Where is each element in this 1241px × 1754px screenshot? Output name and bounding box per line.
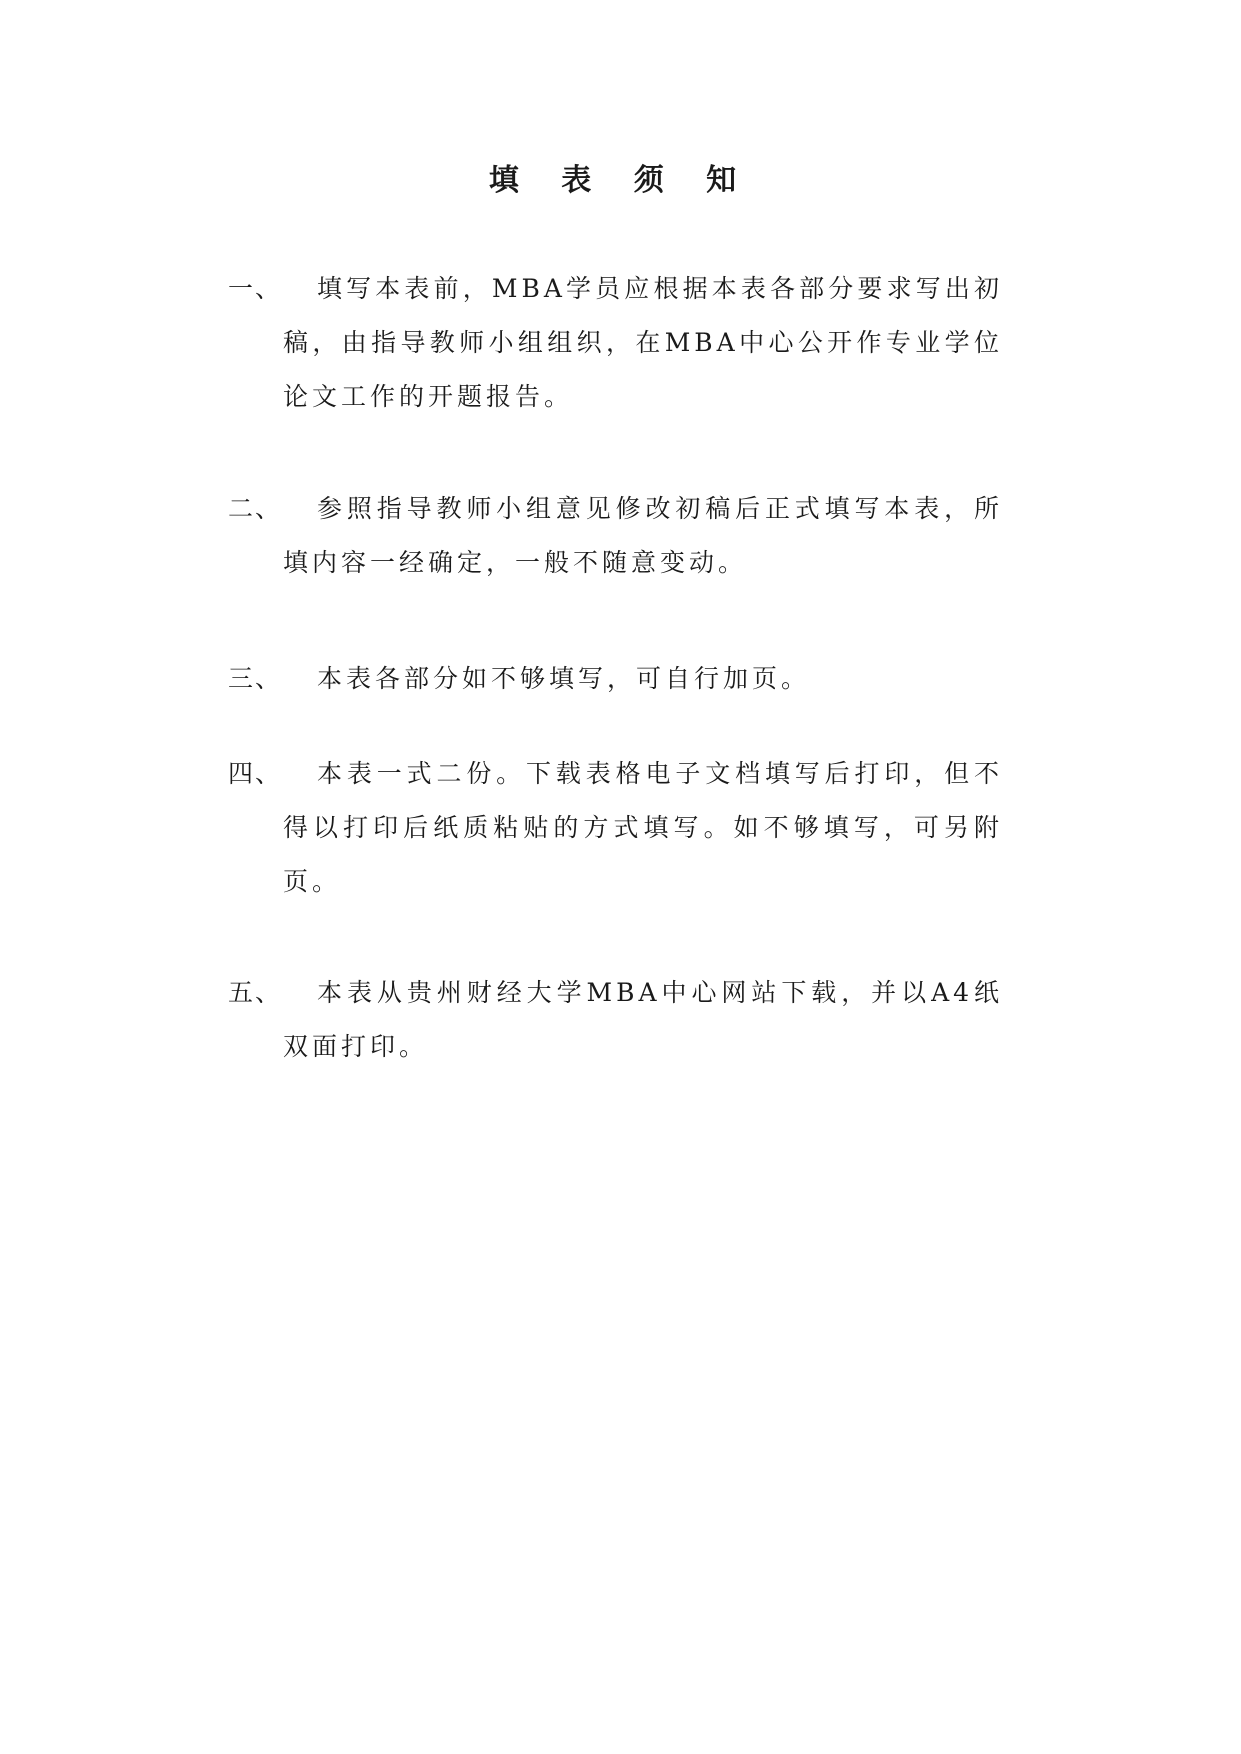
instruction-item xyxy=(228,262,1008,424)
item-text: 参照指导教师小组意见修改初稿后正式填写本表，所填内容一经确定，一般不随意变动。 xyxy=(283,494,1003,577)
item-number: 三、 xyxy=(228,664,283,693)
item-number: 一、 xyxy=(228,274,283,303)
item-number: 五、 xyxy=(228,978,283,1007)
page-title: 填 表 须 知 xyxy=(488,163,753,198)
instruction-item xyxy=(228,652,1008,706)
item-number: 四、 xyxy=(228,759,283,788)
instruction-item xyxy=(228,482,1008,590)
instruction-item xyxy=(228,747,1008,909)
instruction-item xyxy=(228,966,1008,1074)
item-number: 二、 xyxy=(228,494,283,523)
item-text: 本表从贵州财经大学MBA中心网站下载，并以A4纸双面打印。 xyxy=(283,978,1003,1061)
item-text: 填写本表前，MBA学员应根据本表各部分要求写出初稿，由指导教师小组组织，在MBA中心公开作专业学位论文工作的开题报告。 xyxy=(283,274,1003,411)
item-text: 本表各部分如不够填写，可自行加页。 xyxy=(317,664,811,693)
item-text: 本表一式二份。下载表格电子文档填写后打印，但不得以打印后纸质粘贴的方式填写。如不够填写，可另附页。 xyxy=(283,759,1003,896)
